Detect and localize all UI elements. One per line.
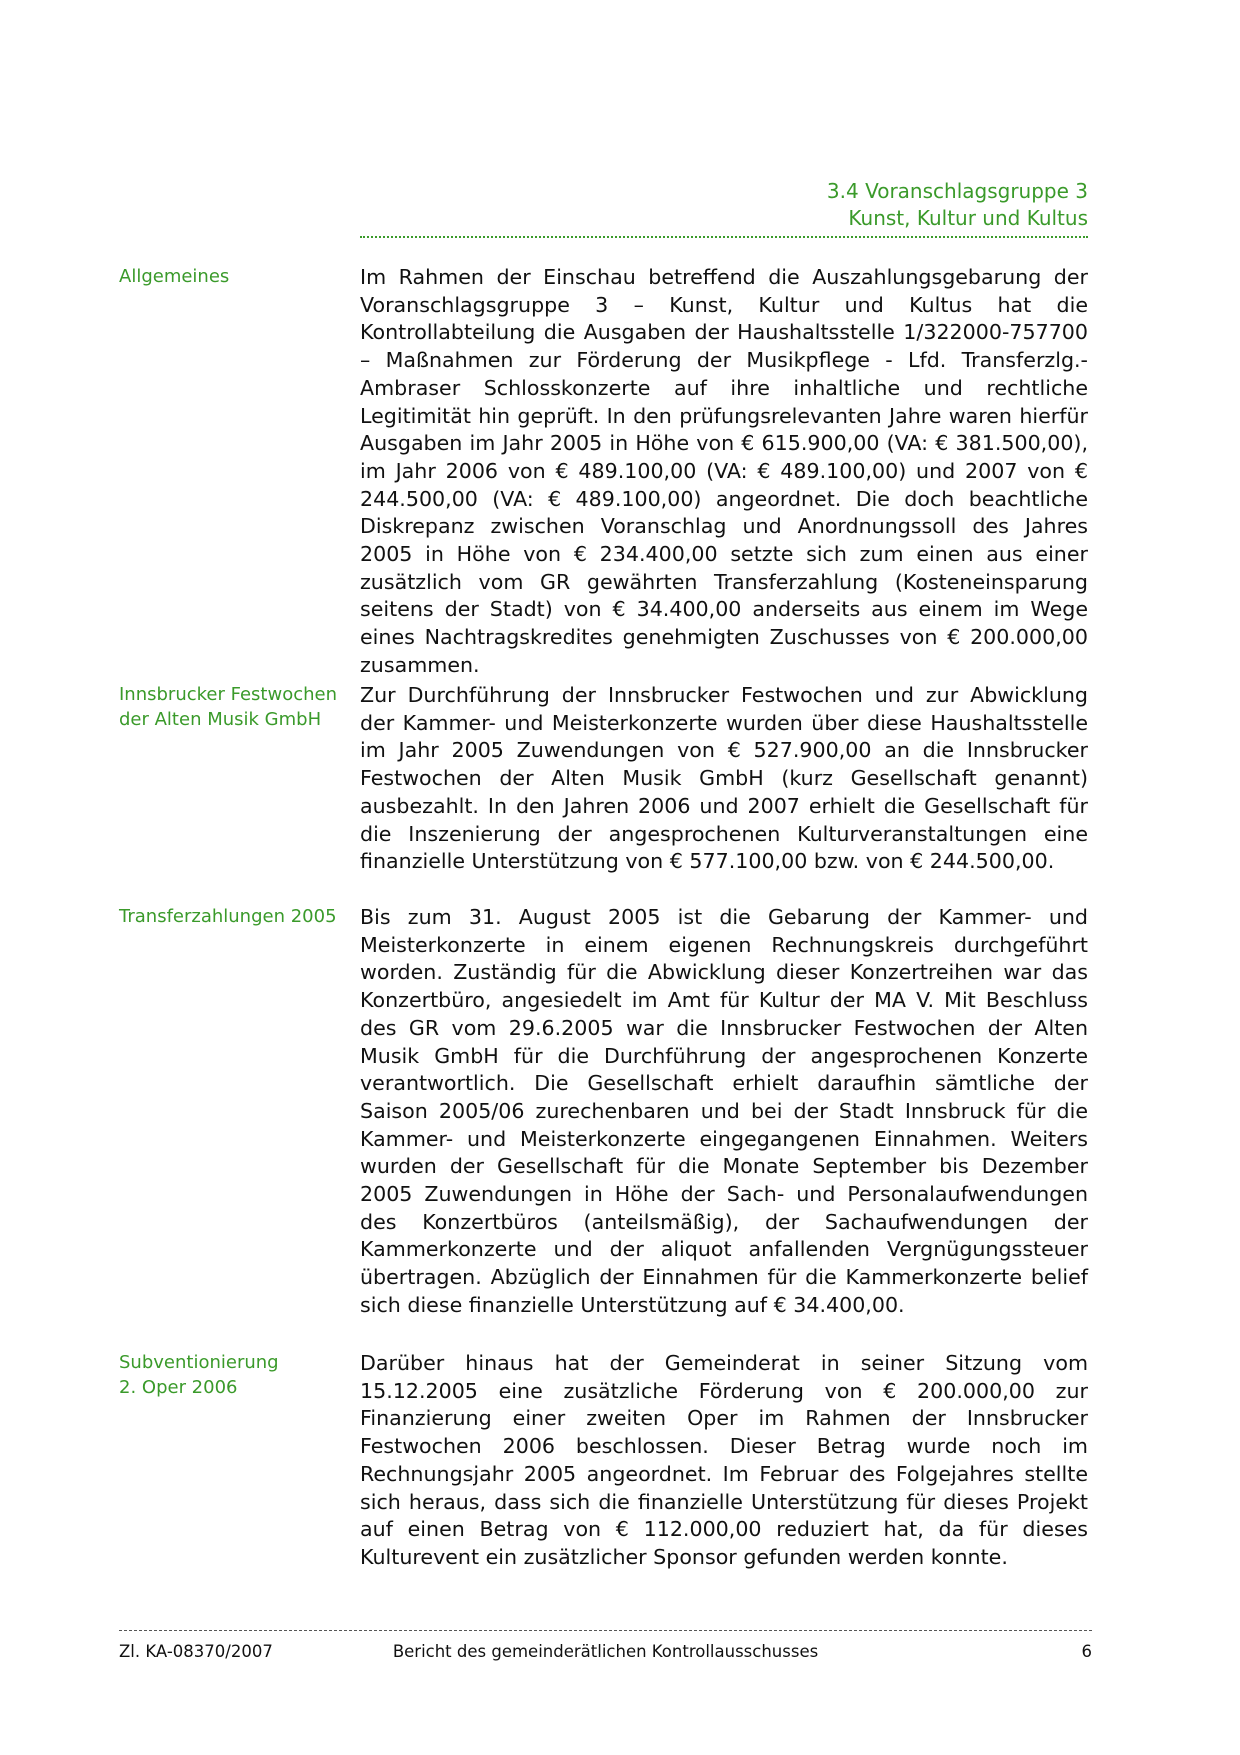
margin-label-line: 2. Oper 2006 <box>119 1377 238 1398</box>
margin-label-subventionierung <box>119 1350 349 1400</box>
paragraph-subventionierung: Darüber hinaus hat der Gemeinderat in seiner Sitzung vom 15.12.2005 eine zusätzliche Förderung von € 200.000,00 zur Finanzierung einer zweiten Oper im Rahmen der Innsbrucker Festwochen 2006 beschlossen. Dieser Betrag wurde noch im Rechnungsjahr 2005 angeordnet. Im Februar des Folgejahres stellte sich heraus, dass sich die finanzielle Unterstützung für dieses Projekt auf einen Betrag von € 112.000,00 reduziert hat, da für dieses Kulturevent ein zusätzlicher Sponsor gefunden werden konnte. <box>360 1351 1088 1569</box>
margin-label-line: Innsbrucker Festwochen <box>119 684 338 705</box>
footer-divider <box>119 1630 1092 1631</box>
margin-label-line: Subventionierung <box>119 1352 279 1373</box>
margin-label-transferzahlungen <box>119 904 349 929</box>
running-header <box>360 178 1088 232</box>
footer-report-title: Bericht des gemeinderätlichen Kontrollausschusses <box>392 1642 819 1661</box>
paragraph-transferzahlungen: Bis zum 31. August 2005 ist die Gebarung der Kammer- und Meisterkonzerte in einem eigenen Rechnungskreis durchgeführt worden. Zuständig für die Abwicklung dieser Konzertreihen war das Konzertbüro, angesiedelt im Amt für Kultur der MA V. Mit Beschluss des GR vom 29.6.2005 war die Innsbrucker Festwochen der Alten Musik GmbH für die Durchführung der angesprochenen Konzerte verantwortlich. Die Gesellschaft erhielt daraufhin sämtliche der Saison 2005/06 zurechenbaren und bei der Stadt Innsbruck für die Kammer- und Meisterkonzerte eingegangenen Einnahmen. Weiters wurden der Gesellschaft für die Monate September bis Dezember 2005 Zuwendungen in Höhe der Sach- und Personalaufwendungen des Konzertbüros (anteilsmäßig), der Sachaufwendungen der Kammerkonzerte und der aliquot anfallenden Vergnügungssteuer übertragen. Abzüglich der Einnahmen für die Kammerkonzerte belief sich diese finanzielle Unterstützung auf € 34.400,00. <box>360 905 1088 1317</box>
margin-label-line: Transferzahlungen 2005 <box>119 906 337 927</box>
margin-label-line: Allgemeines <box>119 266 230 287</box>
header-divider <box>360 236 1088 238</box>
paragraph-allgemeines: Im Rahmen der Einschau betreffend die Auszahlungsgebarung der Voranschlagsgruppe 3 – Kunst, Kultur und Kultus hat die Kontrollabteilung die Ausgaben der Haushaltsstelle 1/322000-757700 – Maßnahmen zur Förderung der Musikpflege - Lfd. Transferzlg.-Ambraser Schlosskonzerte auf ihre inhaltliche und rechtliche Legitimität hin geprüft. In den prüfungsrelevanten Jahre waren hierfür Ausgaben im Jahr 2005 in Höhe von € 615.900,00 (VA: € 381.500,00), im Jahr 2006 von € 489.100,00 (VA: € 489.100,00) und 2007 von € 244.500,00 (VA: € 489.100,00) angeordnet. Die doch beachtliche Diskrepanz zwischen Voranschlag und Anordnungssoll des Jahres 2005 in Höhe von € 234.400,00 setzte sich zum einen aus einer zusätzlich vom GR gewährten Transferzahlung (Kosteneinsparung seitens der Stadt) von € 34.400,00 anderseits aus einem im Wege eines Nachtragskredites genehmigten Zuschusses von € 200.000,00 zusammen. <box>360 265 1088 677</box>
footer-reference-number: Zl. KA-08370/2007 <box>119 1642 273 1661</box>
margin-label-festwochen <box>119 682 349 732</box>
margin-label-allgemeines <box>119 264 349 289</box>
page-number: 6 <box>1081 1642 1092 1661</box>
margin-label-line: der Alten Musik GmbH <box>119 709 322 730</box>
page-footer <box>119 1640 1092 1664</box>
paragraph-festwochen: Zur Durchführung der Innsbrucker Festwochen und zur Abwicklung der Kammer- und Meisterkonzerte wurden über diese Haushaltsstelle im Jahr 2005 Zuwendungen von € 527.900,00 an die Innsbrucker Festwochen der Alten Musik GmbH (kurz Gesellschaft genannt) ausbezahlt. In den Jahren 2006 und 2007 erhielt die Gesellschaft für die Inszenierung der angesprochenen Kulturveranstaltungen eine finanzielle Unterstützung von € 577.100,00 bzw. von € 244.500,00. <box>360 683 1088 874</box>
header-subtitle: Kunst, Kultur und Kultus <box>848 206 1088 230</box>
header-chapter: 3.4 Voranschlagsgruppe 3 <box>826 179 1088 203</box>
